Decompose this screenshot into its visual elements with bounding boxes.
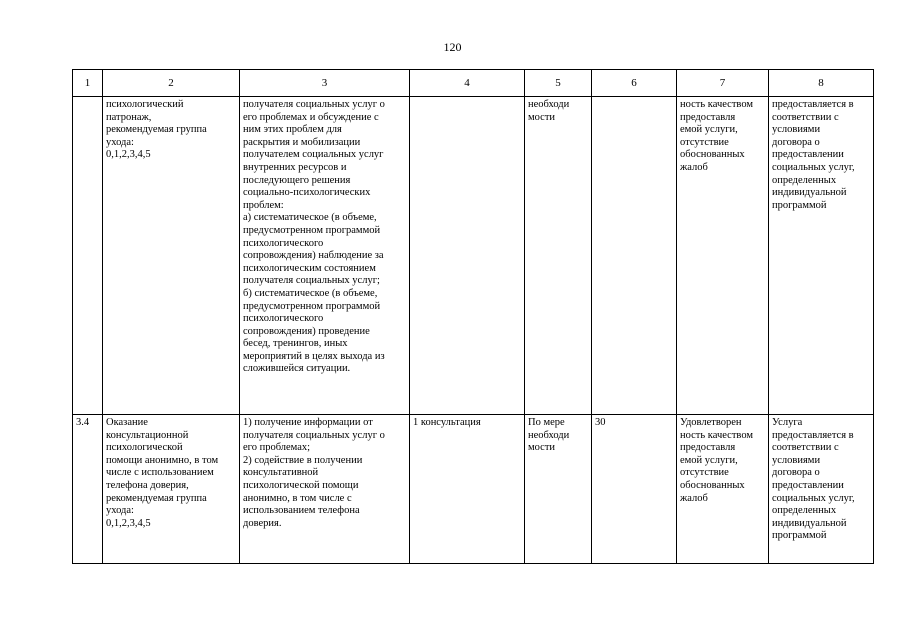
header-col-5: 5 [525, 70, 592, 97]
service-frequency: необходи мости [525, 97, 592, 415]
service-duration: 30 [592, 415, 677, 564]
service-duration [592, 97, 677, 415]
row-number: 3.4 [73, 415, 103, 564]
service-name: психологический патронаж, рекомендуемая группа ухода: 0,1,2,3,4,5 [103, 97, 240, 415]
header-col-4: 4 [410, 70, 525, 97]
header-row [73, 70, 874, 97]
row-number [73, 97, 103, 415]
services-table [72, 69, 874, 564]
service-volume: 1 консультация [410, 415, 525, 564]
header-col-8: 8 [769, 70, 874, 97]
service-description: получателя социальных услуг о его проблемах и обсуждение с ним этих проблем для раскрытия и мобилизации получателем социальных услуг внутренних ресурсов и последующего решения социально-психологических проблем: а) систематическое (в объеме, предусмотренном программой психологического сопровождения) наблюдение за психологическим состоянием получателя социальных услуг; б) систематическое (в объеме, предусмотренном программой психологического сопровождения) проведение бесед, тренингов, иных мероприятий в целях выхода из сложившейся ситуации. [240, 97, 410, 415]
page-number: 120 [443, 40, 462, 54]
header-col-6: 6 [592, 70, 677, 97]
table-row [73, 97, 874, 415]
service-frequency: По мере необходи мости [525, 415, 592, 564]
header-col-1: 1 [73, 70, 103, 97]
service-conditions: Услуга предоставляется в соответствии с условиями договора о предоставлении социальных услуг, определенных индивидуальной программой [769, 415, 874, 564]
service-volume [410, 97, 525, 415]
service-name: Оказание консультационной психологической помощи анонимно, в том числе с использованием телефона доверия, рекомендуемая группа ухода: 0,1,2,3,4,5 [103, 415, 240, 564]
header-col-3: 3 [240, 70, 410, 97]
header-col-2: 2 [103, 70, 240, 97]
header-col-7: 7 [677, 70, 769, 97]
service-description: 1) получение информации от получателя социальных услуг о его проблемах; 2) содействие в получении консультативной психологической помощи анонимно, в том числе с использованием телефона доверия. [240, 415, 410, 564]
quality-indicators: ность качеством предоставля емой услуги, отсутствие обоснованных жалоб [677, 97, 769, 415]
service-conditions: предоставляется в соответствии с условиями договора о предоставлении социальных услуг, определенных индивидуальной программой [769, 97, 874, 415]
quality-indicators: Удовлетворен ность качеством предоставля емой услуги, отсутствие обоснованных жалоб [677, 415, 769, 564]
table-row [73, 415, 874, 564]
